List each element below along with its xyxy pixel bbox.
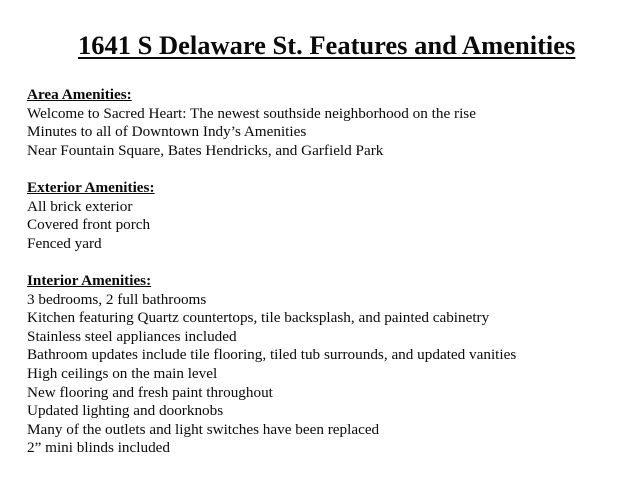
section-heading: Interior Amenities: [27, 271, 152, 289]
list-item: 3 bedrooms, 2 full bathrooms [27, 290, 207, 308]
section-area-amenities [27, 86, 617, 160]
list-item: Kitchen featuring Quartz countertops, tile backsplash, and painted cabinetry [27, 309, 490, 327]
list-item: Welcome to Sacred Heart: The newest southside neighborhood on the rise [27, 104, 476, 122]
page-title: 1641 S Delaware St. Features and Amenities [78, 30, 576, 60]
list-item: All brick exterior [27, 197, 133, 215]
list-item: Bathroom updates include tile flooring, tiled tub surrounds, and updated vanities [27, 346, 517, 364]
list-item: Updated lighting and doorknobs [27, 402, 224, 420]
amenity-list [27, 198, 617, 254]
section-exterior-amenities [27, 179, 617, 253]
document-body [27, 86, 617, 476]
list-item: Stainless steel appliances included [27, 327, 237, 345]
section-interior-amenities [27, 272, 617, 458]
section-heading: Area Amenities: [27, 86, 132, 103]
amenity-list [27, 291, 617, 458]
list-item: Fenced yard [27, 234, 102, 252]
list-item: Minutes to all of Downtown Indy’s Amenities [27, 123, 307, 141]
list-item: Covered front porch [27, 216, 151, 234]
list-item: Many of the outlets and light switches have been replaced [27, 420, 380, 438]
list-item: New flooring and fresh paint throughout [27, 383, 273, 401]
list-item: Near Fountain Square, Bates Hendricks, and Garfield Park [27, 141, 384, 159]
list-item: High ceilings on the main level [27, 364, 218, 382]
section-heading: Exterior Amenities: [27, 178, 155, 196]
list-item: 2” mini blinds included [27, 439, 170, 457]
amenity-list [27, 105, 617, 161]
